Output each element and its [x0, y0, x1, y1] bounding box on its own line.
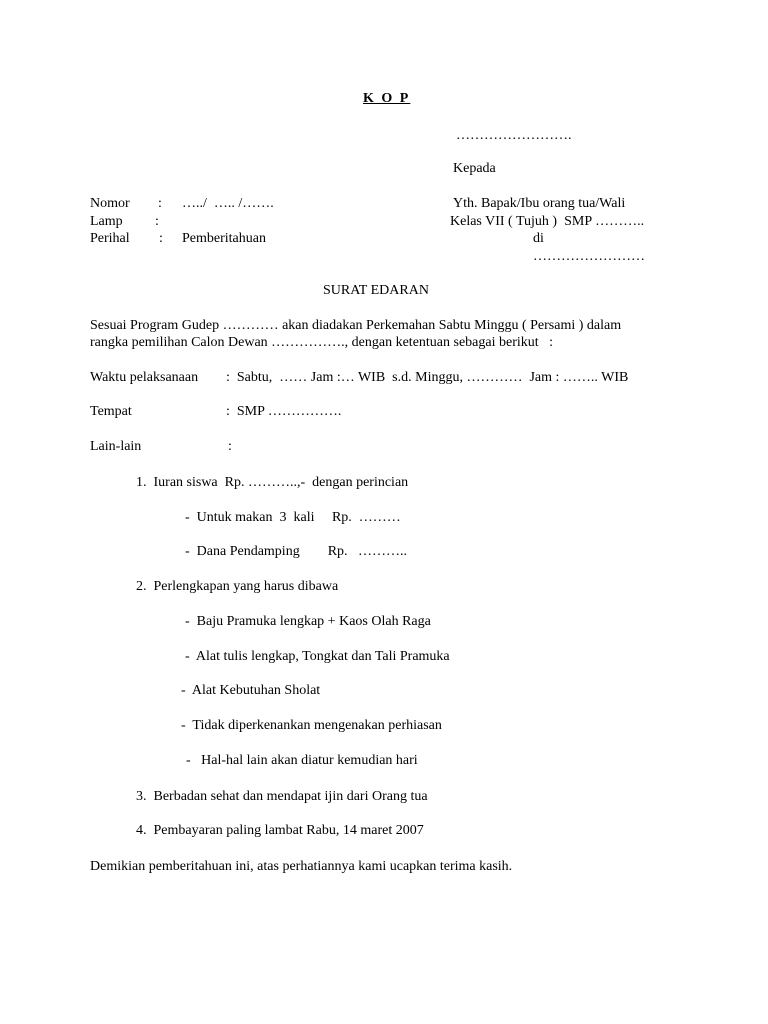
waktu-label: Waktu pelaksanaan [90, 370, 199, 385]
list-item: 2. Perlengkapan yang harus dibawa [136, 579, 339, 594]
recipient-place: …………………… [533, 249, 645, 264]
closing-text: Demikian pemberitahuan ini, atas perhatiannya kami ucapkan terima kasih. [90, 859, 513, 874]
lamp-colon: : [155, 214, 159, 229]
lain-label: Lain-lain [90, 439, 142, 454]
list-item: - Untuk makan 3 kali Rp. ……… [185, 510, 401, 525]
intro-line-1: Sesuai Program Gudep ………… akan diadakan Perkemahan Sabtu Minggu ( Persami ) dalam [90, 318, 622, 333]
tempat-label: Tempat [90, 404, 132, 419]
lain-value: : [228, 439, 232, 454]
nomor-colon: : [158, 196, 162, 211]
list-item: - Alat Kebutuhan Sholat [181, 683, 321, 698]
nomor-label: Nomor [90, 196, 130, 211]
perihal-colon: : [159, 231, 163, 246]
tempat-value: : SMP ……………. [226, 404, 342, 419]
intro-line-2: rangka pemilihan Calon Dewan ……………., dengan ketentuan sebagai berikut : [90, 335, 554, 350]
list-item: - Dana Pendamping Rp. ……….. [185, 544, 408, 559]
perihal-label: Perihal [90, 231, 130, 246]
list-item: - Tidak diperkenankan mengenakan perhiasan [181, 718, 442, 733]
waktu-value: : Sabtu, …… Jam :… WIB s.d. Minggu, ………… Jam : …….. WIB [226, 370, 629, 385]
list-item: - Alat tulis lengkap, Tongkat dan Tali Pramuka [185, 649, 450, 664]
recipient-line-2: Kelas VII ( Tujuh ) SMP ……….. [450, 214, 645, 229]
list-item: 3. Berbadan sehat dan mendapat ijin dari Orang tua [136, 789, 428, 804]
document-title: SURAT EDARAN [323, 283, 429, 298]
nomor-value: …../ ….. /……. [182, 196, 274, 211]
lamp-label: Lamp [90, 214, 123, 229]
kepada-label: Kepada [453, 161, 496, 176]
kop-heading: K O P [363, 91, 411, 106]
list-item: - Baju Pramuka lengkap + Kaos Olah Raga [185, 614, 431, 629]
list-item: - Hal-hal lain akan diatur kemudian hari [186, 753, 418, 768]
list-item: 4. Pembayaran paling lambat Rabu, 14 maret 2007 [136, 823, 424, 838]
recipient-di: di [533, 231, 544, 246]
perihal-value: Pemberitahuan [182, 231, 266, 246]
recipient-line-1: Yth. Bapak/Ibu orang tua/Wali [453, 196, 626, 211]
list-item: 1. Iuran siswa Rp. ………..,- dengan perincian [136, 475, 409, 490]
date-placeholder: ……………………. [456, 128, 572, 143]
